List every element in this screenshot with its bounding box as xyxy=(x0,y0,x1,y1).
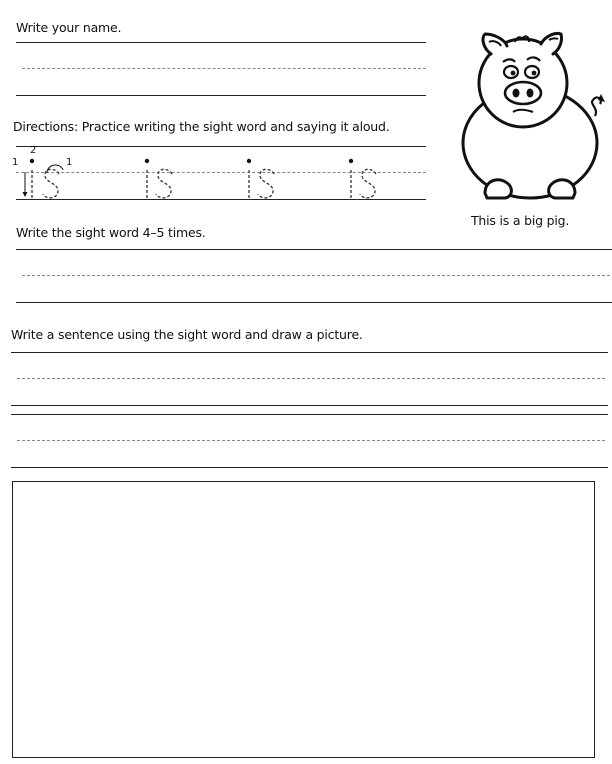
trace-word-guided xyxy=(14,146,74,201)
directions-text: Directions: Practice writing the sight word and saying it aloud. xyxy=(13,119,390,134)
stroke-number-1: 1 xyxy=(12,157,19,168)
picture-drawing-box[interactable] xyxy=(12,481,595,758)
pig-caption: This is a big pig. xyxy=(471,213,570,228)
name-prompt: Write your name. xyxy=(16,20,122,35)
sentence-prompt: Write a sentence using the sight word and draw a picture. xyxy=(11,327,363,342)
trace-word-4 xyxy=(334,146,384,201)
stroke-number-2: 2 xyxy=(30,145,37,156)
stroke-number-3: 1 xyxy=(66,157,73,168)
word-practice-prompt: Write the sight word 4–5 times. xyxy=(16,225,206,240)
pig-icon xyxy=(455,28,605,203)
trace-word-2 xyxy=(130,146,180,201)
trace-word-3 xyxy=(232,146,282,201)
